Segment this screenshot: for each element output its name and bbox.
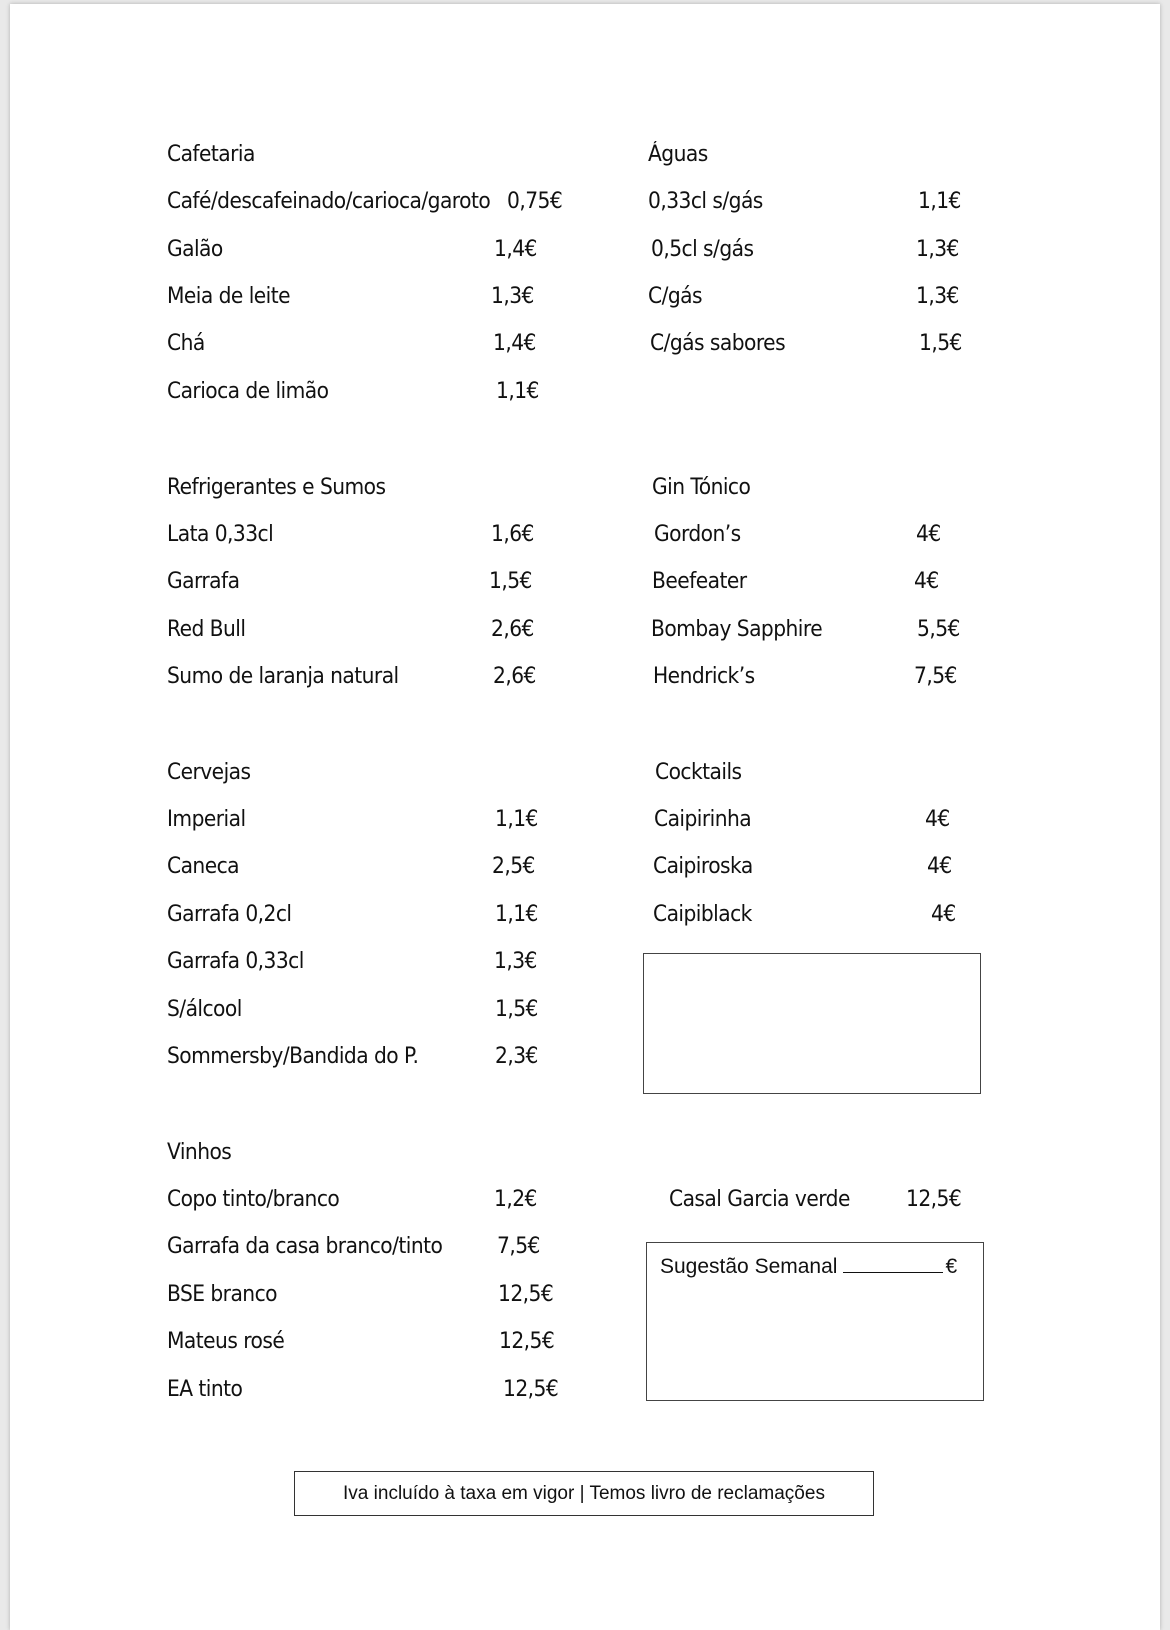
menu-item-price: 1,3€ <box>916 284 959 309</box>
menu-item-name: Galão <box>167 237 223 262</box>
price-blank-line <box>843 1254 943 1273</box>
menu-item-name: Gordon’s <box>654 522 741 547</box>
menu-item-price: 1,6€ <box>491 522 534 547</box>
menu-item-price: 4€ <box>925 807 950 832</box>
empty-note-box <box>643 953 981 1094</box>
menu-item-name: EA tinto <box>167 1377 243 1402</box>
menu-item-name: Café/descafeinado/carioca/garoto <box>167 189 491 214</box>
menu-item-price: 4€ <box>927 854 952 879</box>
menu-item-price: 2,5€ <box>492 854 535 879</box>
menu-item-price: 1,3€ <box>491 284 534 309</box>
menu-item-name: Copo tinto/branco <box>167 1187 340 1212</box>
menu-item-price: 4€ <box>931 902 956 927</box>
menu-item-price: 1,5€ <box>919 331 962 356</box>
weekly-suggestion-box <box>646 1242 984 1401</box>
menu-item-name: Caipirinha <box>654 807 752 832</box>
menu-item-name: 0,33cl s/gás <box>648 189 763 214</box>
menu-item-price: 5,5€ <box>917 617 960 642</box>
menu-item-price: 1,2€ <box>494 1187 537 1212</box>
menu-item-price: 12,5€ <box>906 1187 962 1212</box>
menu-item-name: Sumo de laranja natural <box>167 664 399 689</box>
menu-item-name: Sommersby/Bandida do P. <box>167 1044 419 1069</box>
menu-item-price: 1,5€ <box>489 569 532 594</box>
menu-item-name: Beefeater <box>652 569 747 594</box>
menu-item-price: 7,5€ <box>914 664 957 689</box>
menu-item-price: 12,5€ <box>498 1282 554 1307</box>
menu-item-price: 4€ <box>914 569 939 594</box>
menu-item-price: 1,1€ <box>495 902 538 927</box>
weekly-suggestion-label-row <box>660 1254 957 1279</box>
menu-item-price: 1,4€ <box>493 331 536 356</box>
menu-item-price: 0,75€ <box>507 189 563 214</box>
menu-item-price: 1,4€ <box>494 237 537 262</box>
menu-item-price: 1,3€ <box>494 949 537 974</box>
menu-item-name: Carioca de limão <box>167 379 329 404</box>
menu-item-name: Garrafa 0,33cl <box>167 949 304 974</box>
weekly-suggestion-label: Sugestão Semanal <box>660 1255 838 1278</box>
menu-item-price: 7,5€ <box>497 1234 540 1259</box>
menu-item-name: Red Bull <box>167 617 246 642</box>
menu-item-name: C/gás <box>648 284 702 309</box>
section-title-cafetaria: Cafetaria <box>167 142 255 167</box>
section-title-refrigerantes: Refrigerantes e Sumos <box>167 475 386 500</box>
menu-item-price: 2,3€ <box>495 1044 538 1069</box>
menu-item-name: Garrafa da casa branco/tinto <box>167 1234 443 1259</box>
menu-item-name: Caipiblack <box>653 902 752 927</box>
menu-item-name: Caneca <box>167 854 240 879</box>
section-title-aguas: Águas <box>648 142 708 167</box>
menu-item-name: Garrafa 0,2cl <box>167 902 292 927</box>
menu-page <box>10 4 1160 1630</box>
menu-item-name: Chá <box>167 331 205 356</box>
menu-item-name: Meia de leite <box>167 284 291 309</box>
menu-item-price: 1,1€ <box>918 189 961 214</box>
menu-item-name: Casal Garcia verde <box>669 1187 850 1212</box>
menu-item-name: Hendrick’s <box>653 664 755 689</box>
menu-item-price: 12,5€ <box>499 1329 555 1354</box>
menu-item-name: Imperial <box>167 807 246 832</box>
menu-item-name: C/gás sabores <box>650 331 786 356</box>
menu-item-price: 1,5€ <box>495 997 538 1022</box>
menu-item-name: Mateus rosé <box>167 1329 285 1354</box>
menu-item-price: 12,5€ <box>503 1377 559 1402</box>
footer-notice: Iva incluído à taxa em vigor | Temos livro de reclamações <box>294 1471 874 1516</box>
menu-item-name: BSE branco <box>167 1282 277 1307</box>
menu-item-name: Garrafa <box>167 569 240 594</box>
section-title-vinhos: Vinhos <box>167 1140 232 1165</box>
menu-item-name: Bombay Sapphire <box>651 617 823 642</box>
menu-item-price: 1,1€ <box>496 379 539 404</box>
menu-item-price: 2,6€ <box>491 617 534 642</box>
menu-item-price: 1,3€ <box>916 237 959 262</box>
menu-item-name: S/álcool <box>167 997 242 1022</box>
menu-item-price: 2,6€ <box>493 664 536 689</box>
menu-item-name: Lata 0,33cl <box>167 522 274 547</box>
section-title-gin: Gin Tónico <box>652 475 751 500</box>
menu-item-price: 4€ <box>916 522 941 547</box>
menu-item-price: 1,1€ <box>495 807 538 832</box>
menu-item-name: 0,5cl s/gás <box>651 237 754 262</box>
section-title-cocktails: Cocktails <box>655 760 742 785</box>
section-title-cervejas: Cervejas <box>167 760 251 785</box>
currency-symbol: € <box>945 1255 958 1278</box>
menu-item-name: Caipiroska <box>653 854 753 879</box>
